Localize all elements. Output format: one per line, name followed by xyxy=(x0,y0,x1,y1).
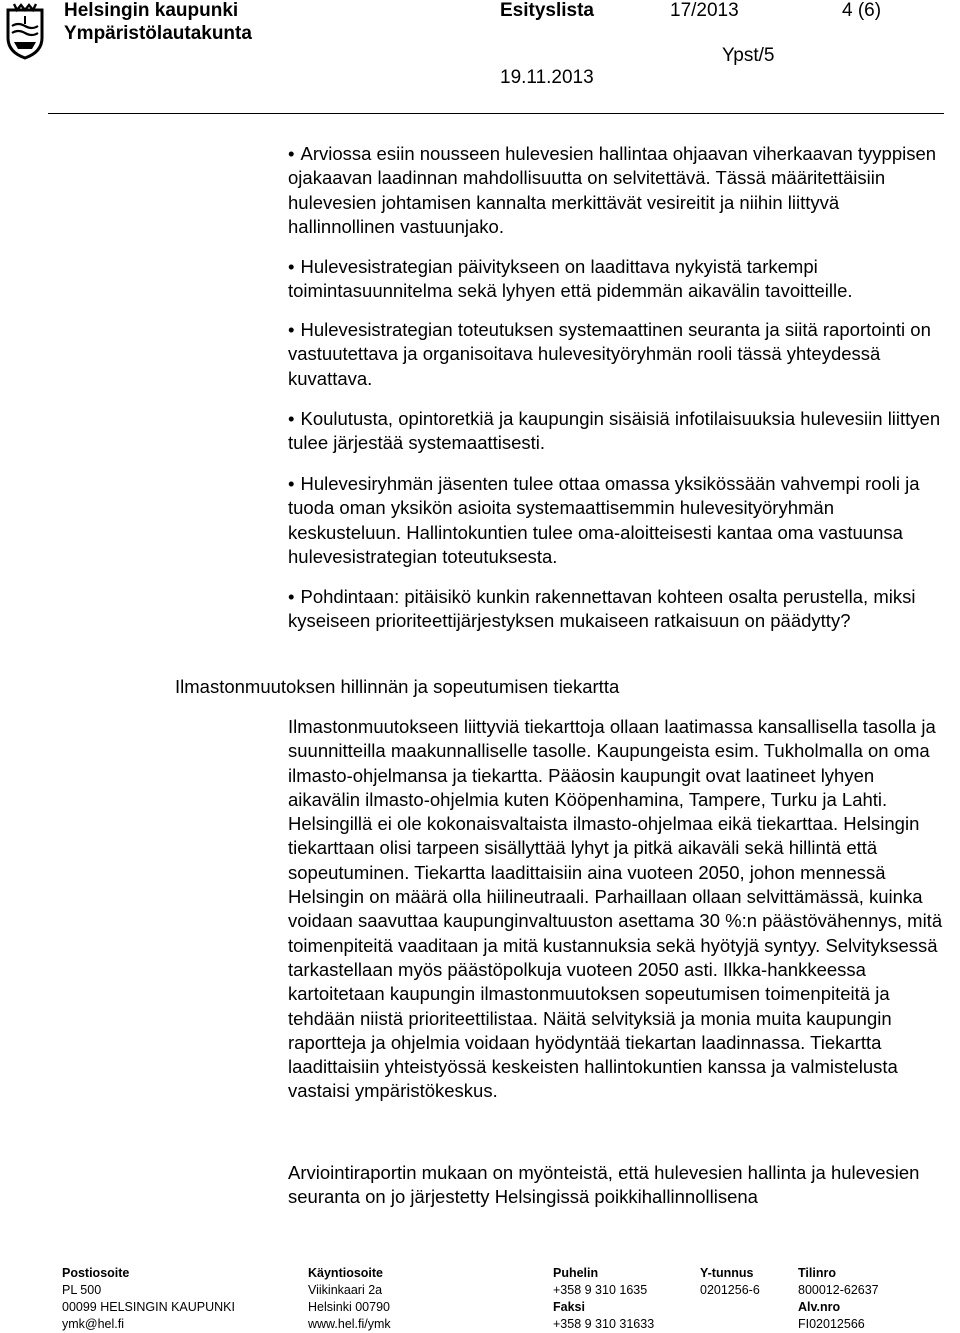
page-number: 4 (6) xyxy=(842,0,882,21)
bullet-icon: • xyxy=(288,473,295,494)
bullet-icon: • xyxy=(288,319,295,340)
document-number: 17/2013 xyxy=(670,0,739,21)
bullet-paragraph: • Hulevesistrategian toteutuksen systemaattinen seuranta ja siitä raportointi on vastuutettava ja organisoitava hulevesityöryhmän rooli tässä yhteydessä kuvattava. xyxy=(288,319,931,389)
helsinki-crest-logo xyxy=(2,2,48,60)
footer-business-id: Y-tunnus 0201256-6 xyxy=(700,1266,760,1297)
footer-email-link[interactable]: ymk@hel.fi xyxy=(62,1317,125,1331)
footer-visiting-address: Käyntiosoite Viikinkaari 2a Helsinki 00790 www.hel.fi/ymk xyxy=(308,1266,391,1331)
bullet-paragraph: • Hulevesistrategian päivitykseen on laadittava nykyistä tarkempi toimintasuunnitelma sekä lyhyen että pidemmän aikavälin tavoitteille. xyxy=(288,256,853,302)
section-heading: Ilmastonmuutoksen hillinnän ja sopeutumisen tiekartta xyxy=(175,676,620,697)
footer-postal-address: Postiosoite PL 500 00099 HELSINGIN KAUPUNKI ymk@hel.fi xyxy=(62,1266,235,1331)
department-name: Ympäristölautakunta xyxy=(64,23,252,44)
bullet-paragraph: • Arviossa esiin nousseen hulevesien hallintaa ohjaavan viherkaavan tyyppisen ojakaavan laadinnan mahdollisuutta on selvitettävä. Tässä määritettäisiin hulevesien johtamisen kannalta merkittävät vesireitit ja niihin liittyvä hallinnollinen vastuunjako. xyxy=(288,143,937,237)
bullet-icon: • xyxy=(288,143,295,164)
document-type: Esityslista xyxy=(500,0,594,21)
organization-name: Helsingin kaupunki xyxy=(64,0,239,21)
bullet-paragraph: • Hulevesiryhmän jäsenten tulee ottaa omassa yksikössään vahvempi rooli ja tuoda oman yksikön asioita systemaattisemmin hulevesityöryhmän keskusteluun. Hallintokuntien tulee oma-aloitteisesti kantaa oma vastuunsa hulevesistrategian toteutuksesta. xyxy=(288,473,920,567)
bullet-icon: • xyxy=(288,586,295,607)
footer-website-link[interactable]: www.hel.fi/ymk xyxy=(308,1317,391,1331)
bullet-icon: • xyxy=(288,256,295,277)
bullet-paragraph: • Koulutusta, opintoretkiä ja kaupungin sisäisiä infotilaisuuksia hulevesiin liittyen tulee järjestää systemaattisesti. xyxy=(288,408,941,454)
body-paragraph: Ilmastonmuutokseen liittyviä tiekarttoja ollaan laatimassa kansallisella tasolla ja suunnitteilla maakunnalliselle tasolle. Kaupungeista esim. Tukholmalla on oma ilmasto-ohjelmansa ja tiekartta. Pääosin kaupungit ovat laatineet lyhyen aikavälin ilmasto-ohjelmia kuten Kööpenhamina, Tampere, Turku ja Lahti. Helsingillä ei ole kokonaisvaltaista ilmasto-ohjelmaa eikä tiekarttaa. Helsingin tiekarttaan olisi tarpeen sisällyttää lyhyt ja pitkä aikaväli sekä hillintä että sopeutuminen. Tiekartta laadittaisiin aina vuoteen 2050, johon mennessä Helsingin on määrä olla hiilineutraali. Parhaillaan ollaan selvittämässä, kuinka voidaan saavuttaa kaupunginvaltuuston asettama 30 %:n päästövähennys, mitä toimenpiteitä vaaditaan ja mitä kustannuksia sekä hyötyjä syntyy. Selvityksessä tarkastellaan myös päästöpolkuja vuoteen 2050 asti. Ilkka-hankkeessa kartoitetaan kaupungin ilmastonmuutoksen sopeutumisen toimenpiteitä ja tehdään niistä prioriteettilistaa. Näitä selvityksiä ja monia muita kaupungin raportteja ja ohjelmia voidaan hyödyntää tiekartan laadinnassa. Tiekartta laadittaisiin yhteistyössä keskeisten hallintokuntien kanssa ja valmistelusta vastaisi ympäristökeskus. xyxy=(288,716,943,1102)
bullet-icon: • xyxy=(288,408,295,429)
bullet-paragraph: • Pohdintaan: pitäisikö kunkin rakennettavan kohteen osalta perustella, miksi kyseiseen prioriteettijärjestyksen mukaiseen ratkaisuun on päädytty? xyxy=(288,586,916,632)
agenda-item: Ypst/5 xyxy=(722,45,775,66)
body-paragraph: Arviointiraportin mukaan on myönteistä, että hulevesien hallinta ja hulevesien seuranta on jo järjestetty Helsingissä poikkihallinnollisena xyxy=(288,1162,920,1208)
footer-account: Tilinro 800012-62637 Alv.nro FI02012566 xyxy=(798,1266,879,1331)
footer-phone: Puhelin +358 9 310 1635 Faksi +358 9 310 31633 xyxy=(553,1266,655,1331)
header-divider xyxy=(48,113,944,114)
meeting-date: 19.11.2013 xyxy=(500,67,594,88)
